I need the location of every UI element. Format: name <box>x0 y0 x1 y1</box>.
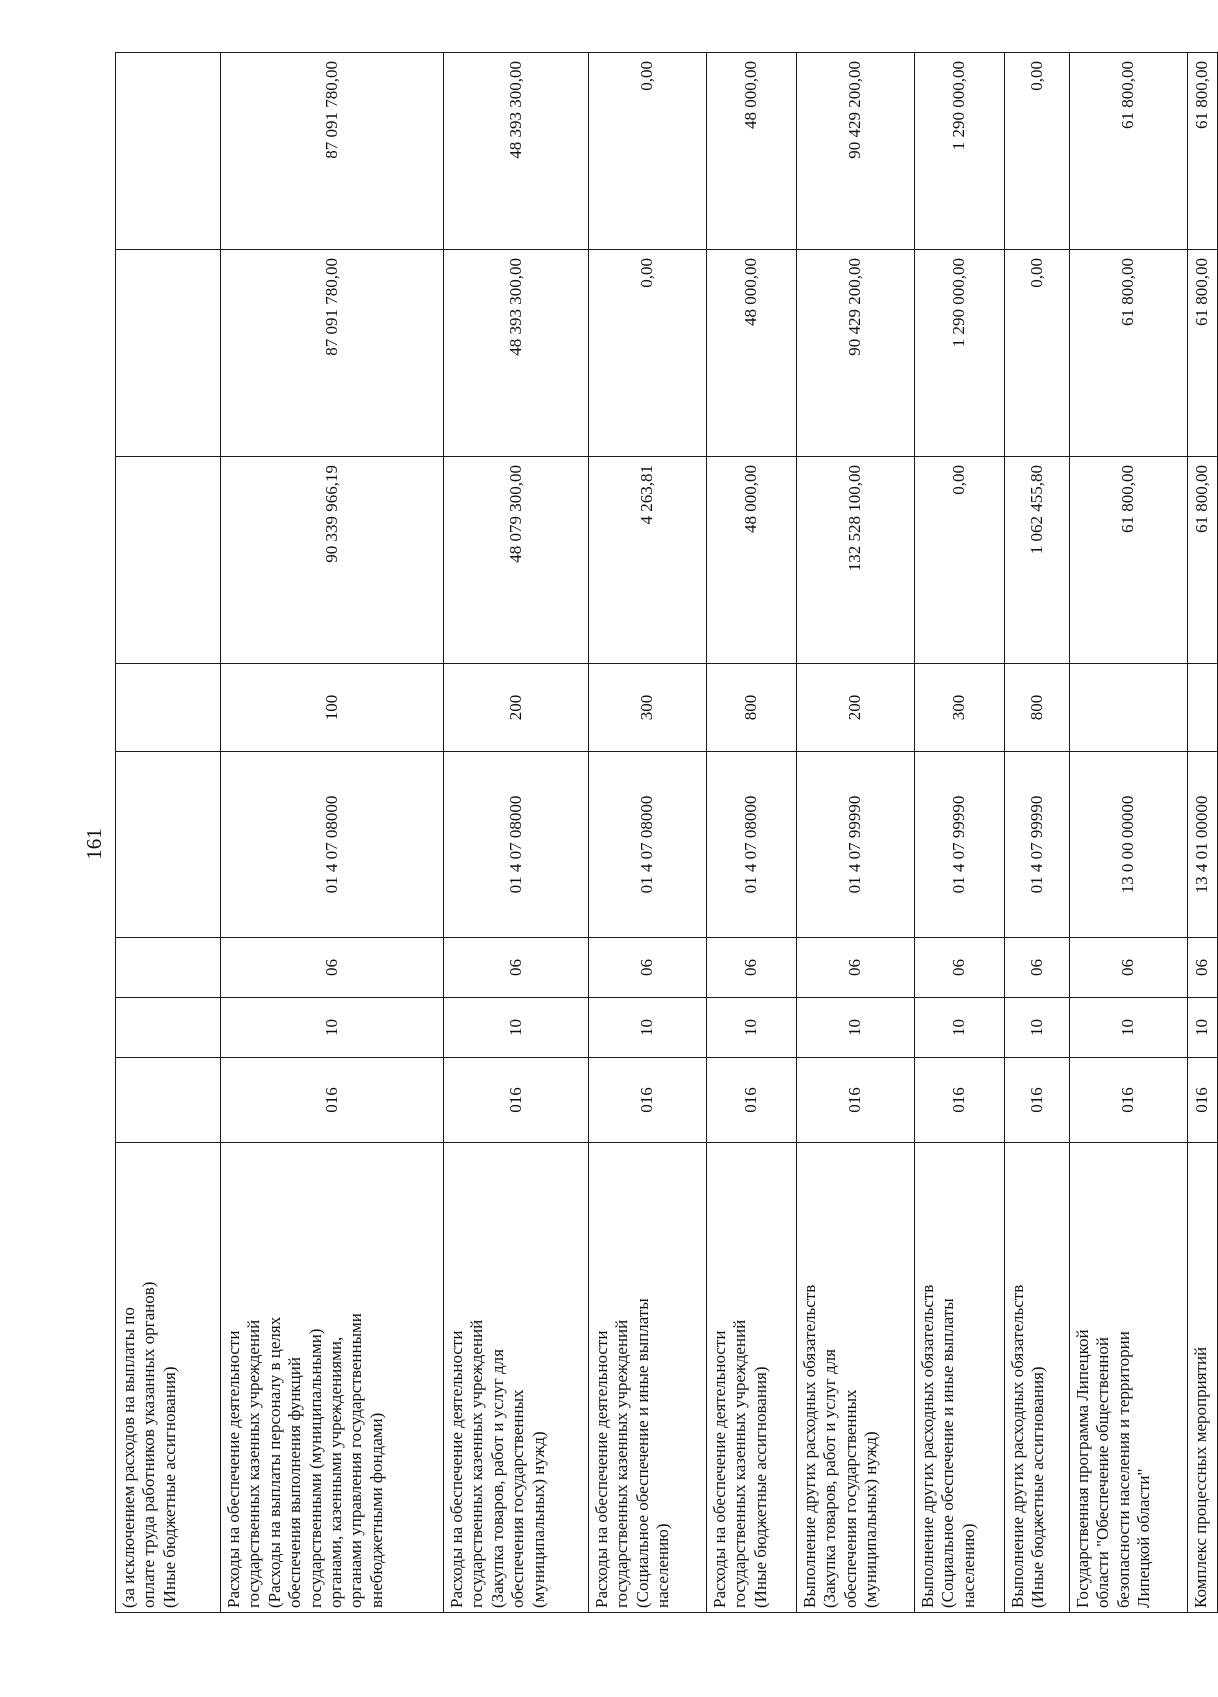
sum-year2-cell <box>116 250 221 457</box>
sum-year2-cell: 1 290 000,00 <box>915 250 1005 457</box>
expense-name-line: населению) <box>653 1523 673 1608</box>
expense-name-line: органами, казенными учреждениями, <box>325 1336 345 1608</box>
expense-name-line: области "Обеспечение общественной <box>1093 1337 1113 1608</box>
expense-name-cell <box>797 1143 915 1613</box>
expense-type-cell: 200 <box>444 664 589 752</box>
sum-year3-cell: 48 000,00 <box>707 53 797 250</box>
sum-year1-cell: 0,00 <box>915 457 1005 664</box>
expense-name-line: органами управления государственными <box>346 1313 366 1608</box>
sum-year2-cell: 61 800,00 <box>1070 250 1188 457</box>
admin-code-cell: 016 <box>1005 1058 1070 1143</box>
expense-type-cell: 800 <box>707 664 797 752</box>
section-cell: 10 <box>444 998 589 1058</box>
expense-name-line: (муниципальных) нужд) <box>861 1431 881 1608</box>
expense-name-cell <box>915 1143 1005 1613</box>
admin-code-cell: 016 <box>1070 1058 1188 1143</box>
sum-year3-cell: 87 091 780,00 <box>221 53 444 250</box>
target-article-cell: 01 4 07 08000 <box>221 752 444 938</box>
section-cell: 10 <box>589 998 707 1058</box>
section-cell: 10 <box>707 998 797 1058</box>
section-cell: 10 <box>1188 998 1218 1058</box>
page-number: 161 <box>82 828 106 860</box>
expense-name-line: государственных казенных учреждений <box>244 1319 264 1608</box>
expense-type-cell <box>1188 664 1218 752</box>
sum-year3-cell: 90 429 200,00 <box>797 53 915 250</box>
sum-year2-cell: 48 000,00 <box>707 250 797 457</box>
sum-year1-cell <box>116 457 221 664</box>
sum-year3-cell <box>116 53 221 250</box>
expense-name-line: оплате труда работников указанных органов) <box>139 1281 159 1608</box>
target-article-cell <box>116 752 221 938</box>
budget-table <box>115 52 1218 1613</box>
expense-name-line: (Иные бюджетные ассигнования) <box>159 1366 179 1608</box>
sum-year1-cell: 61 800,00 <box>1188 457 1218 664</box>
expense-name-line: (Закупка товаров, работ и услуг для <box>487 1349 507 1608</box>
table-row <box>707 53 797 1613</box>
sum-year2-cell: 0,00 <box>1005 250 1070 457</box>
sum-year1-cell: 48 000,00 <box>707 457 797 664</box>
expense-name-line: Расходы на обеспечение деятельности <box>224 1330 243 1608</box>
table-row <box>1070 53 1188 1613</box>
sum-year3-cell: 0,00 <box>1005 53 1070 250</box>
section-cell: 10 <box>1005 998 1070 1058</box>
admin-code-cell: 016 <box>797 1058 915 1143</box>
subsection-cell: 06 <box>1005 938 1070 998</box>
target-article-cell: 13 4 01 00000 <box>1188 752 1218 938</box>
expense-name-line: (за исключением расходов на выплаты по <box>119 1307 138 1608</box>
expense-name-line: (Социальное обеспечение и иные выплаты <box>632 1298 652 1608</box>
expense-name-line: (Социальное обеспечение и иные выплаты <box>938 1298 958 1608</box>
expense-type-cell <box>1070 664 1188 752</box>
subsection-cell: 06 <box>915 938 1005 998</box>
target-article-cell: 01 4 07 08000 <box>707 752 797 938</box>
expense-name-line: населению) <box>958 1523 978 1608</box>
table-row <box>116 53 221 1613</box>
subsection-cell: 06 <box>589 938 707 998</box>
expense-name-cell <box>116 1143 221 1613</box>
sum-year1-cell: 48 079 300,00 <box>444 457 589 664</box>
expense-name-cell <box>707 1143 797 1613</box>
admin-code-cell <box>116 1058 221 1143</box>
expense-name-cell <box>444 1143 589 1613</box>
sum-year1-cell: 132 528 100,00 <box>797 457 915 664</box>
expense-type-cell: 300 <box>589 664 707 752</box>
subsection-cell: 06 <box>444 938 589 998</box>
expense-type-cell: 100 <box>221 664 444 752</box>
target-article-cell: 01 4 07 99990 <box>797 752 915 938</box>
expense-name-cell <box>1070 1143 1188 1613</box>
section-cell: 10 <box>221 998 444 1058</box>
admin-code-cell: 016 <box>915 1058 1005 1143</box>
sum-year2-cell: 90 429 200,00 <box>797 250 915 457</box>
subsection-cell: 06 <box>797 938 915 998</box>
target-article-cell: 01 4 07 08000 <box>589 752 707 938</box>
expense-name-line: (Иные бюджетные ассигнования) <box>750 1366 770 1608</box>
expense-type-cell: 200 <box>797 664 915 752</box>
expense-name-line: государственными (муниципальными) <box>305 1328 325 1608</box>
table-row <box>589 53 707 1613</box>
sum-year3-cell: 61 800,00 <box>1070 53 1188 250</box>
sum-year1-cell: 61 800,00 <box>1070 457 1188 664</box>
section-cell <box>116 998 221 1058</box>
expense-name-line: внебюджетными фондами) <box>366 1412 386 1608</box>
expense-name-line: Липецкой области" <box>1134 1468 1154 1608</box>
section-cell: 10 <box>915 998 1005 1058</box>
expense-type-cell: 800 <box>1005 664 1070 752</box>
sum-year2-cell: 61 800,00 <box>1188 250 1218 457</box>
table-body <box>116 53 1218 1613</box>
expense-name-line: обеспечения государственных <box>508 1389 528 1608</box>
sum-year2-cell: 87 091 780,00 <box>221 250 444 457</box>
admin-code-cell: 016 <box>444 1058 589 1143</box>
sum-year2-cell: 48 393 300,00 <box>444 250 589 457</box>
table-row <box>1188 53 1218 1613</box>
expense-name-line: государственных казенных учреждений <box>467 1319 487 1608</box>
table-row <box>444 53 589 1613</box>
table-row <box>797 53 915 1613</box>
expense-type-cell <box>116 664 221 752</box>
sum-year2-cell: 0,00 <box>589 250 707 457</box>
expense-name-line: Комплекс процессных мероприятий <box>1191 1346 1210 1608</box>
admin-code-cell: 016 <box>221 1058 444 1143</box>
target-article-cell: 01 4 07 99990 <box>915 752 1005 938</box>
target-article-cell: 13 0 00 00000 <box>1070 752 1188 938</box>
expense-name-cell <box>221 1143 444 1613</box>
table-row <box>221 53 444 1613</box>
subsection-cell <box>116 938 221 998</box>
target-article-cell: 01 4 07 99990 <box>1005 752 1070 938</box>
admin-code-cell: 016 <box>707 1058 797 1143</box>
table-row <box>915 53 1005 1613</box>
budget-table-container <box>115 53 1212 1613</box>
expense-name-cell <box>1188 1143 1218 1613</box>
table-row <box>1005 53 1070 1613</box>
expense-name-line: (Иные бюджетные ассигнования) <box>1028 1366 1048 1608</box>
subsection-cell: 06 <box>707 938 797 998</box>
expense-name-line: (Расходы на выплаты персоналу в целях <box>264 1316 284 1608</box>
expense-name-line: Государственная программа Липецкой <box>1073 1329 1092 1608</box>
target-article-cell: 01 4 07 08000 <box>444 752 589 938</box>
admin-code-cell: 016 <box>1188 1058 1218 1143</box>
subsection-cell: 06 <box>221 938 444 998</box>
subsection-cell: 06 <box>1070 938 1188 998</box>
sum-year3-cell: 61 800,00 <box>1188 53 1218 250</box>
expense-name-line: Выполнение других расходных обязательств <box>918 1284 937 1608</box>
expense-name-line: обеспечения государственных <box>840 1389 860 1608</box>
section-cell: 10 <box>1070 998 1188 1058</box>
subsection-cell: 06 <box>1188 938 1218 998</box>
sum-year3-cell: 1 290 000,00 <box>915 53 1005 250</box>
expense-name-cell <box>589 1143 707 1613</box>
expense-name-line: (Закупка товаров, работ и услуг для <box>820 1349 840 1608</box>
expense-name-cell <box>1005 1143 1070 1613</box>
expense-type-cell: 300 <box>915 664 1005 752</box>
admin-code-cell: 016 <box>589 1058 707 1143</box>
sum-year3-cell: 48 393 300,00 <box>444 53 589 250</box>
expense-name-line: Расходы на обеспечение деятельности <box>710 1330 729 1608</box>
expense-name-line: государственных казенных учреждений <box>612 1319 632 1608</box>
expense-name-line: Расходы на обеспечение деятельности <box>592 1330 611 1608</box>
expense-name-line: Выполнение других расходных обязательств <box>800 1284 819 1608</box>
sum-year1-cell: 1 062 455,80 <box>1005 457 1070 664</box>
expense-name-line: безопасности населения и территории <box>1113 1331 1133 1608</box>
sum-year3-cell: 0,00 <box>589 53 707 250</box>
section-cell: 10 <box>797 998 915 1058</box>
sum-year1-cell: 4 263,81 <box>589 457 707 664</box>
expense-name-line: государственных казенных учреждений <box>730 1319 750 1608</box>
sum-year1-cell: 90 339 966,19 <box>221 457 444 664</box>
expense-name-line: (муниципальных) нужд) <box>528 1431 548 1608</box>
expense-name-line: обеспечения выполнения функций <box>285 1357 305 1608</box>
expense-name-line: Расходы на обеспечение деятельности <box>447 1330 466 1608</box>
expense-name-line: Выполнение других расходных обязательств <box>1008 1284 1027 1608</box>
